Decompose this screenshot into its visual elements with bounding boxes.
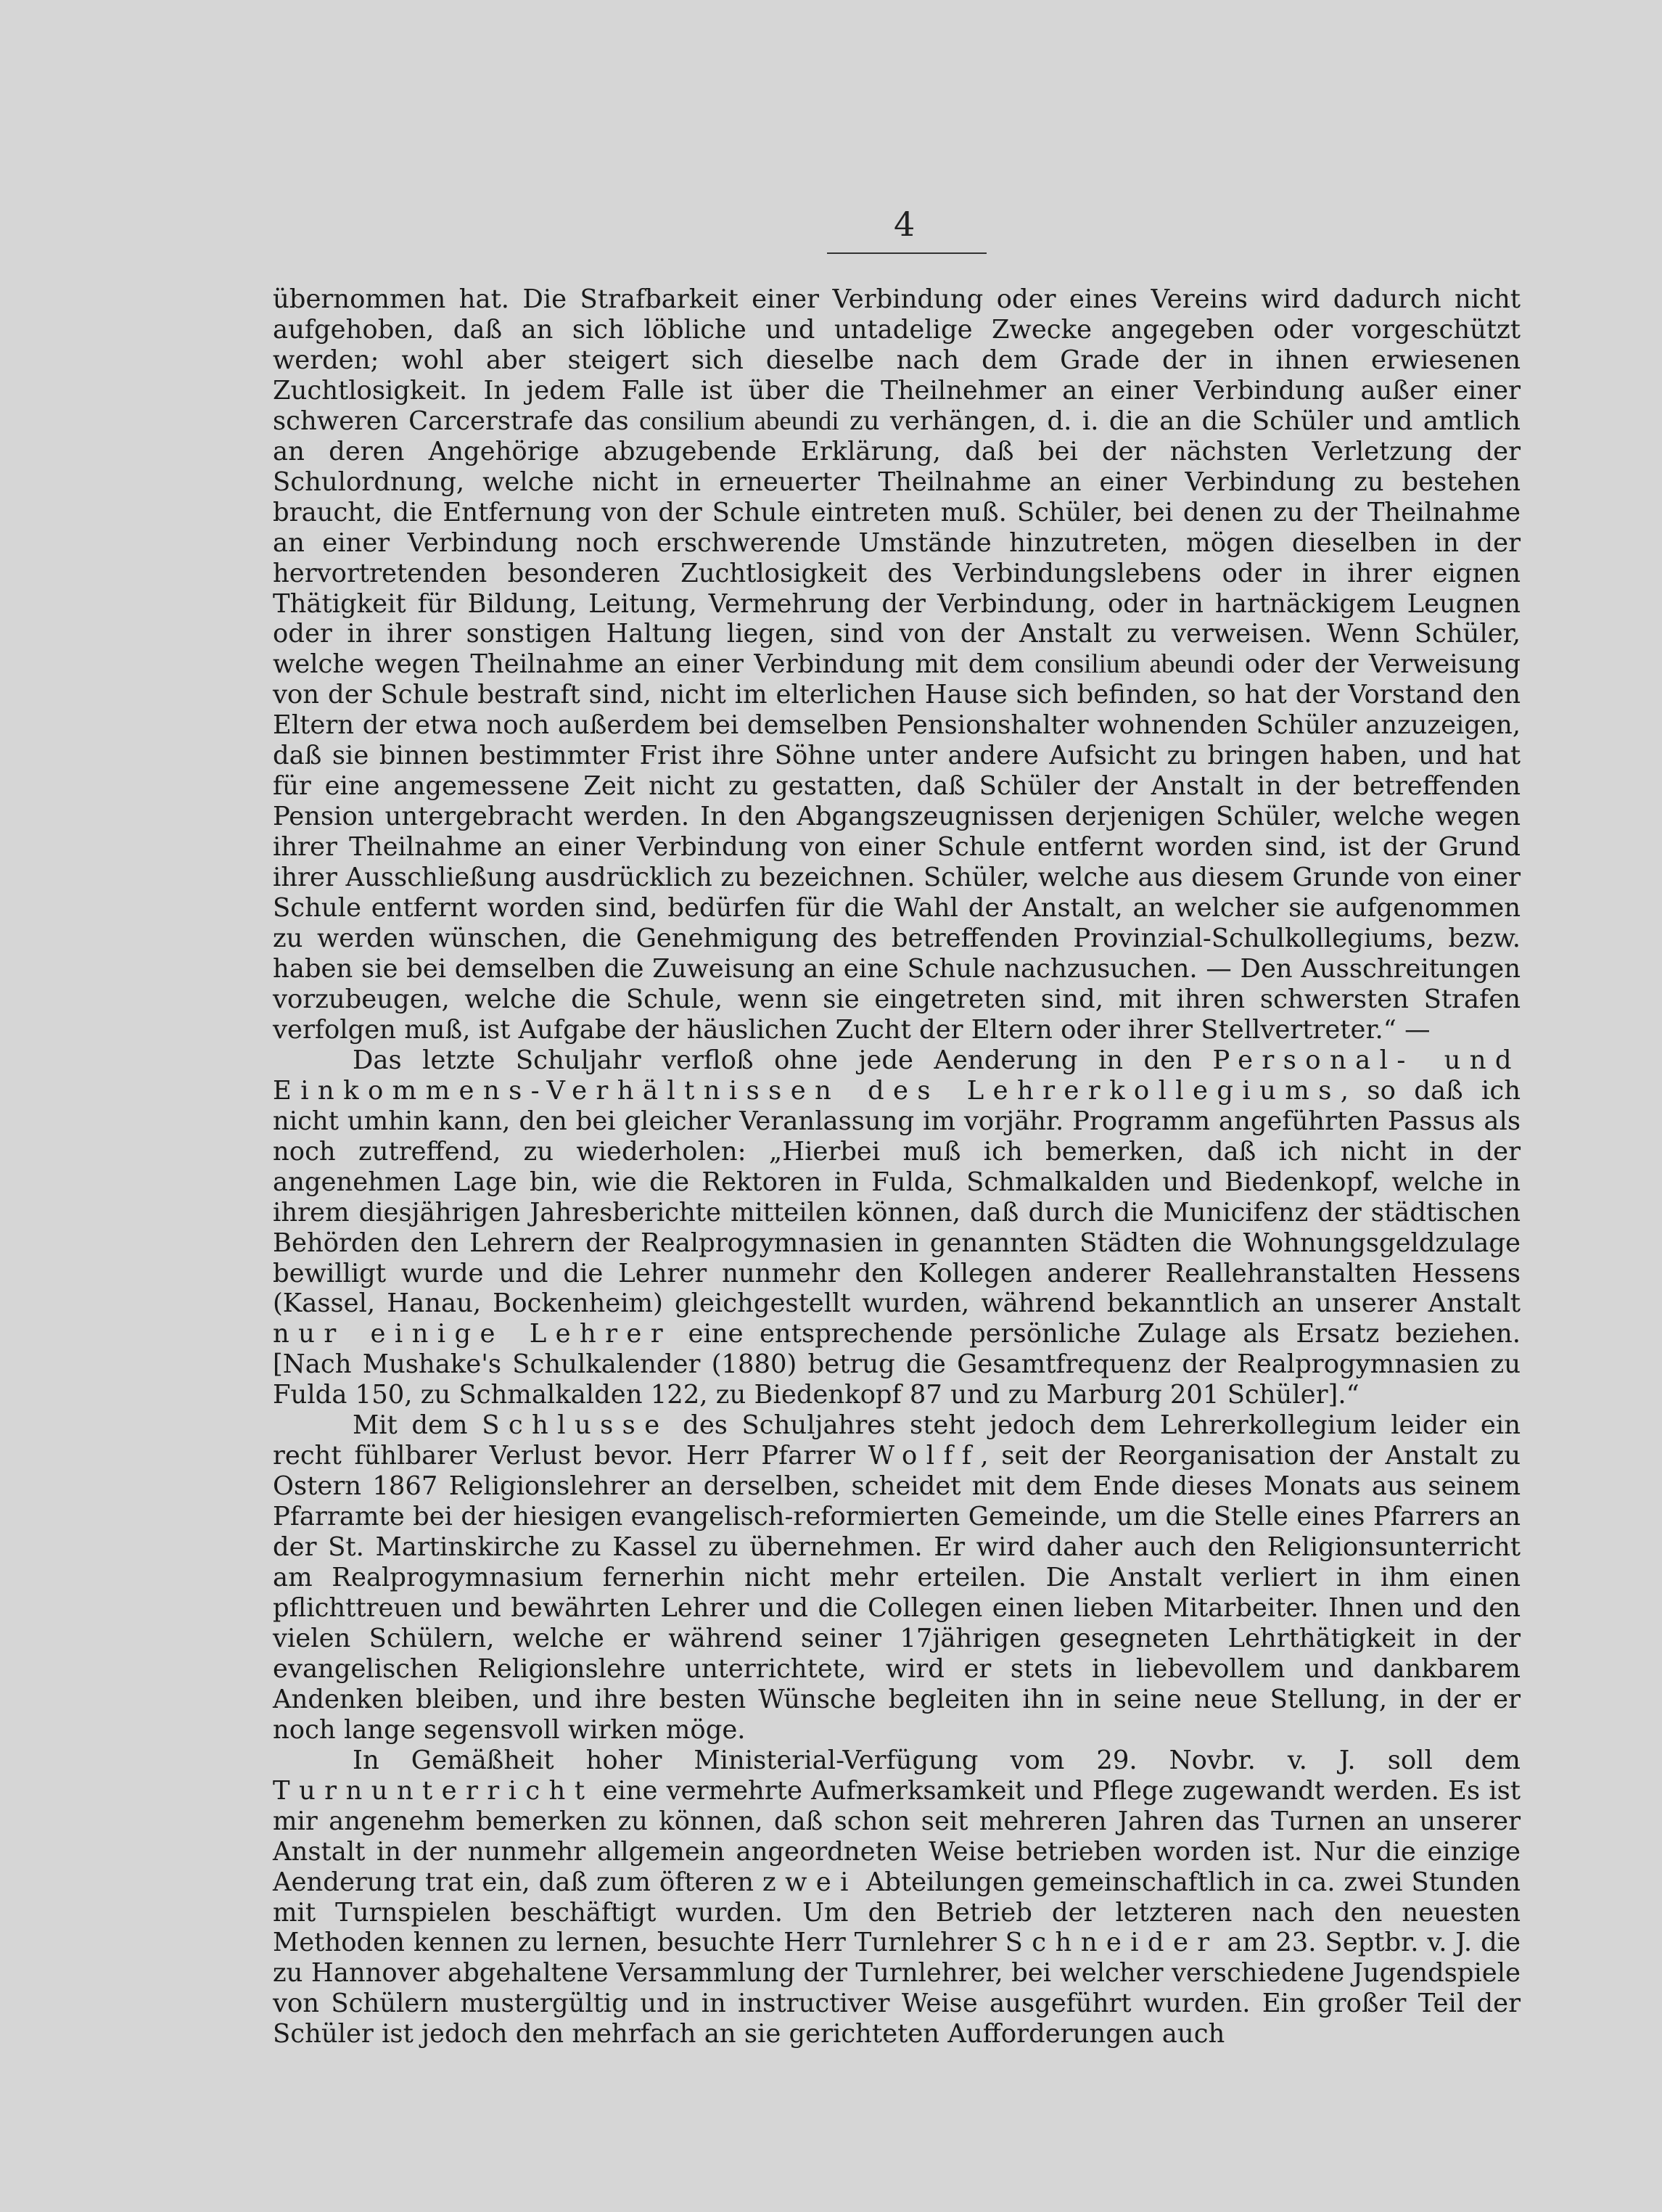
- paragraph: [273, 1746, 1521, 2050]
- text-run: In Gemäßheit hoher Ministerial-Verfügung vom 29. Novbr. v. J. soll dem: [353, 1745, 1521, 1775]
- text-run: oder der Verweisung von der Schule bestraft sind, nicht im elterlichen Hause sich befinden, so hat der Vorstand den Eltern der etwa noch außerdem bei demselben Pensionshalter wohnenden Schüler anzuzeigen, daß sie binnen bestimmter Frist ihre Söhne unter andere Aufsicht zu bringen haben, und hat für eine angemessene Zeit nicht zu gestatten, daß Schüler der Anstalt in der betreffenden Pension untergebracht werden. In den Abgangszeugnissen derjenigen Schüler, welche wegen ihrer Theilnahme an einer Verbindung von einer Schule entfernt worden sind, ist der Grund ihrer Ausschließung ausdrücklich zu bezeichnen. Schüler, welche aus diesem Grunde von einer Schule entfernt worden sind, bedürfen für die Wahl der Anstalt, an welcher sie aufgenommen zu werden wünschen, die Genehmigung des betreffenden Provinzial-Schulkollegiums, bezw. haben sie bei demselben die Zuweisung an eine Schule nachzusuchen. — Den Ausschreitungen vorzubeugen, welche die Schule, wenn sie eingetreten sind, mit ihren schwersten Strafen verfolgen muß, ist Aufgabe der häuslichen Zucht der Eltern oder ihrer Stellvertreter.“ —: [273, 649, 1521, 1045]
- text-run: , seit der Reorganisation der Anstalt zu Ostern 1867 Religionslehrer an derselben, scheidet mit dem Ende dieses Monats aus seinem Pfarramte bei der hiesigen evangelisch-reformierten Gemeinde, um die Stelle eines Pfarrers an der St. Martinskirche zu Kassel zu übernehmen. Er wird daher auch den Religionsunterricht am Realprogymnasium fernerhin nicht mehr erteilen. Die Anstalt verliert in ihm einen pflichttreuen und bewährten Lehrer und die Collegen einen lieben Mitarbeiter. Ihnen und den vielen Schülern, welche er während seiner 17jährigen gesegneten Lehrthätigkeit in der evangelischen Religionslehre unterrichtete, wird er stets in liebevollem und dankbarem Andenken bleiben, und ihre besten Wünsche begleiten ihn in seine neue Stellung, in der er noch lange segensvoll wirken möge.: [273, 1441, 1521, 1745]
- emphasized-text: consilium abeundi: [639, 406, 839, 436]
- emphasized-text: Personal- und Einkommens-Verhältnissen des Lehrerkollegiums: [273, 1045, 1521, 1106]
- text-run: des Schuljahres steht jedoch dem Lehrerkollegium leider ein recht fühlbarer Verlust bevor. Herr Pfarrer: [273, 1410, 1521, 1471]
- emphasized-text: nur einige Lehrer: [273, 1319, 672, 1349]
- text-run: eine entsprechende persönliche Zulage als Ersatz beziehen. [Nach Mushake's Schulkalender (1880) betrug die Gesamtfrequenz der Realprogymnasien zu Fulda 150, zu Schmalkalden 122, zu Biedenkopf 87 und zu Marburg 201 Schüler].“: [273, 1319, 1521, 1410]
- paragraph: [273, 284, 1521, 1045]
- text-run: übernommen hat. Die Strafbarkeit einer Verbindung oder eines Vereins wird dadurch nicht aufgehoben, daß an sich löbliche und untadelige Zwecke angegeben oder vorgeschützt werden; wohl aber steigert sich dieselbe nach dem Grade der in ihnen erwiesenen Zuchtlosigkeit. In jedem Falle ist über die Theilnehmer an einer Verbindung außer einer schweren Carcerstrafe das: [273, 284, 1521, 436]
- paragraph: [273, 1410, 1521, 1745]
- emphasized-text: Schneider: [1005, 1928, 1219, 1958]
- page-number: 4: [894, 205, 916, 244]
- paragraph: [273, 1045, 1521, 1410]
- text-run: , so daß ich nicht umhin kann, den bei gleicher Veranlassung im vorjähr. Programm angeführten Passus als noch zutreffend, zu wiederholen: „Hierbei muß ich bemerken, daß ich nicht in der angenehmen Lage bin, wie die Rektoren in Fulda, Schmalkalden und Biedenkopf, welche in ihrem diesjährigen Jahresberichte mitteilen können, daß durch die Municifenz der städtischen Behörden den Lehrern der Realprogymnasien in genannten Städten die Wohnungsgeldzulage bewilligt wurde und die Lehrer nunmehr den Kollegen anderer Reallehranstalten Hessens (Kassel, Hanau, Bockenheim) gleichgestellt wurden, während bekanntlich an unserer Anstalt: [273, 1075, 1521, 1319]
- text-run: Mit dem: [353, 1410, 482, 1441]
- text-run: zu verhängen, d. i. die an die Schüler und amtlich an deren Angehörige abzugebende Erklärung, daß bei der nächsten Verletzung der Schulordnung, welche nicht in erneuerter Theilnahme an einer Verbindung zu bestehen braucht, die Entfernung von der Schule eintreten muß. Schüler, bei denen zu der Theilnahme an einer Verbindung noch erschwerende Umstände hinzutreten, mögen dieselben in der hervortretenden besonderen Zuchtlosigkeit des Verbindungslebens oder in ihrer eignen Thätigkeit für Bildung, Leitung, Vermehrung der Verbindung, oder in hartnäckigem Leugnen oder in ihrer sonstigen Haltung liegen, sind von der Anstalt zu verweisen. Wenn Schüler, welche wegen Theilnahme an einer Verbindung mit dem: [273, 406, 1521, 680]
- emphasized-text: Wolff: [868, 1441, 981, 1471]
- body-text: [273, 284, 1521, 2049]
- emphasized-text: consilium abeundi: [1034, 649, 1235, 680]
- text-run: am 23. Septbr. v. J. die zu Hannover abgehaltene Versammlung der Turnlehrer, bei welcher verschiedene Jugendspiele von Schülern mustergültig und in instructiver Weise ausgeführt wurden. Ein großer Teil der Schüler ist jedoch den mehrfach an sie gerichteten Aufforderungen auch: [273, 1928, 1521, 2049]
- text-run: Abteilungen gemeinschaftlich in ca. zwei Stunden mit Turnspielen beschäftigt wurden. Um den Betrieb der letzteren nach den neuesten Methoden kennen zu lernen, besuchte Herr Turnlehrer: [273, 1867, 1521, 1958]
- page-number-rule: [827, 252, 987, 254]
- text-run: eine vermehrte Aufmerksamkeit und Pflege zugewandt werden. Es ist mir angenehm bemerken zu können, daß schon seit mehreren Jahren das Turnen an unserer Anstalt in der nunmehr allgemein angeordneten Weise betrieben worden ist. Nur die einzige Aenderung trat ein, daß zum öfteren: [273, 1775, 1521, 1897]
- emphasized-text: Turnunterricht: [273, 1775, 594, 1806]
- emphasized-text: Schlusse: [482, 1410, 669, 1441]
- text-run: Das letzte Schuljahr verfloß ohne jede Aenderung in den: [353, 1045, 1213, 1075]
- emphasized-text: zwei: [762, 1867, 857, 1897]
